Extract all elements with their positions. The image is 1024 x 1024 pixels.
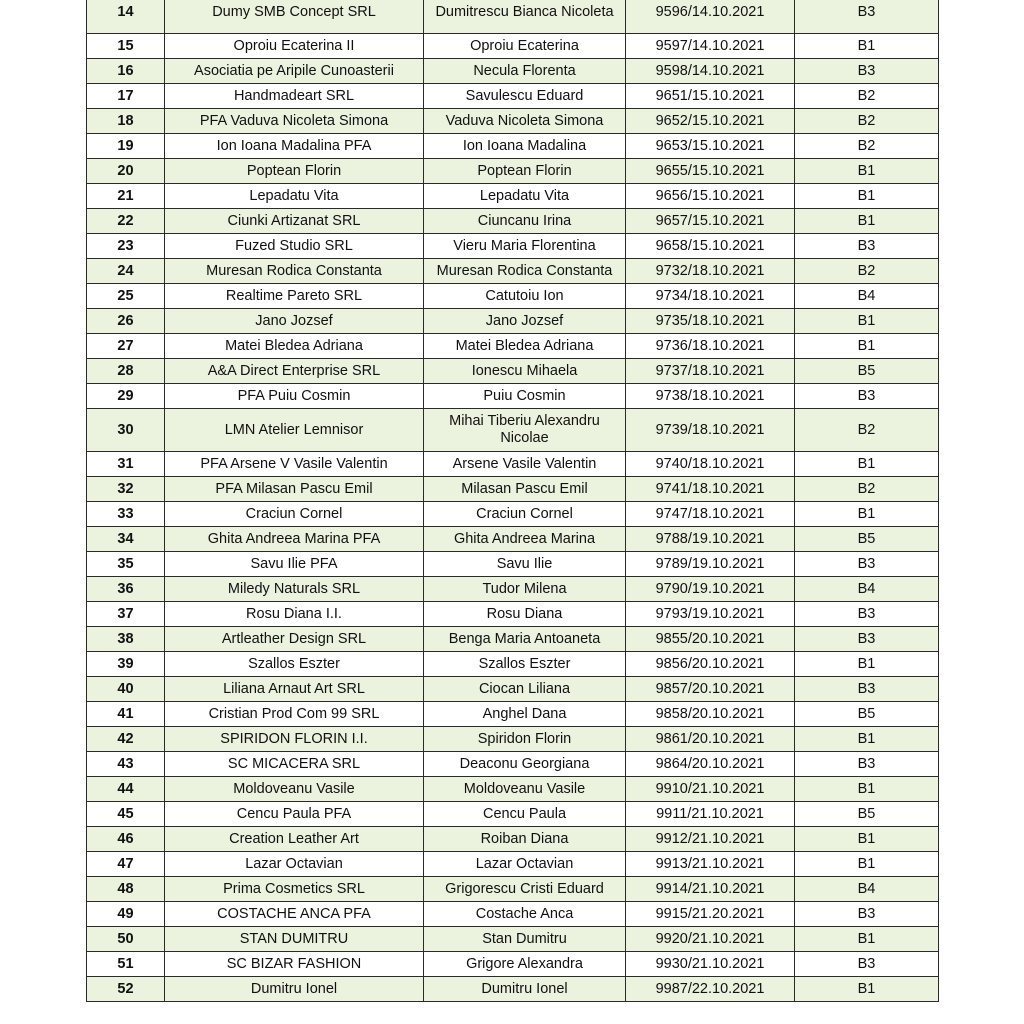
person-name-cell: Ghita Andreea Marina: [424, 527, 626, 552]
person-name-cell: Muresan Rodica Constanta: [424, 259, 626, 284]
category-code-cell: B1: [795, 209, 939, 234]
row-number-cell: 25: [87, 284, 165, 309]
row-number-cell: 16: [87, 59, 165, 84]
person-name-cell: Dumitrescu Bianca Nicoleta: [424, 0, 626, 34]
person-name-cell: Ionescu Mihaela: [424, 359, 626, 384]
category-code-cell: B3: [795, 234, 939, 259]
person-name-cell: Benga Maria Antoaneta: [424, 627, 626, 652]
company-name-cell: SPIRIDON FLORIN I.I.: [165, 727, 424, 752]
table-row: [87, 702, 939, 727]
registration-number-cell: 9930/21.10.2021: [626, 952, 795, 977]
table-row: [87, 577, 939, 602]
company-name-cell: Asociatia pe Aripile Cunoasterii: [165, 59, 424, 84]
person-name-cell: Anghel Dana: [424, 702, 626, 727]
person-name-cell: Rosu Diana: [424, 602, 626, 627]
company-name-cell: PFA Arsene V Vasile Valentin: [165, 452, 424, 477]
registration-number-cell: 9914/21.10.2021: [626, 877, 795, 902]
registration-number-cell: 9913/21.10.2021: [626, 852, 795, 877]
company-name-cell: Dumitru Ionel: [165, 977, 424, 1002]
person-name-cell: Poptean Florin: [424, 159, 626, 184]
row-number-cell: 52: [87, 977, 165, 1002]
row-number-cell: 37: [87, 602, 165, 627]
table-row: [87, 977, 939, 1002]
person-name-cell: Tudor Milena: [424, 577, 626, 602]
table-row: [87, 134, 939, 159]
row-number-cell: 46: [87, 827, 165, 852]
person-name-cell: Ciuncanu Irina: [424, 209, 626, 234]
table-row: [87, 877, 939, 902]
registration-number-cell: 9651/15.10.2021: [626, 84, 795, 109]
registration-number-cell: 9597/14.10.2021: [626, 34, 795, 59]
registration-number-cell: 9656/15.10.2021: [626, 184, 795, 209]
person-name-cell: Cencu Paula: [424, 802, 626, 827]
registration-number-cell: 9915/21.20.2021: [626, 902, 795, 927]
registration-number-cell: 9789/19.10.2021: [626, 552, 795, 577]
registration-number-cell: 9987/22.10.2021: [626, 977, 795, 1002]
registrations-table: [86, 0, 939, 1002]
registration-number-cell: 9739/18.10.2021: [626, 409, 795, 452]
person-name-cell: Catutoiu Ion: [424, 284, 626, 309]
person-name-cell: Dumitru Ionel: [424, 977, 626, 1002]
registration-number-cell: 9741/18.10.2021: [626, 477, 795, 502]
table-row: [87, 109, 939, 134]
table-row: [87, 727, 939, 752]
person-name-cell: Spiridon Florin: [424, 727, 626, 752]
registration-number-cell: 9598/14.10.2021: [626, 59, 795, 84]
registration-number-cell: 9920/21.10.2021: [626, 927, 795, 952]
row-number-cell: 35: [87, 552, 165, 577]
person-name-cell: Moldoveanu Vasile: [424, 777, 626, 802]
registration-number-cell: 9856/20.10.2021: [626, 652, 795, 677]
registration-number-cell: 9857/20.10.2021: [626, 677, 795, 702]
company-name-cell: Prima Cosmetics SRL: [165, 877, 424, 902]
row-number-cell: 15: [87, 34, 165, 59]
person-name-cell: Arsene Vasile Valentin: [424, 452, 626, 477]
category-code-cell: B2: [795, 259, 939, 284]
person-name-cell: Grigorescu Cristi Eduard: [424, 877, 626, 902]
table-row: [87, 677, 939, 702]
person-name-cell: Jano Jozsef: [424, 309, 626, 334]
category-code-cell: B1: [795, 334, 939, 359]
company-name-cell: Jano Jozsef: [165, 309, 424, 334]
row-number-cell: 42: [87, 727, 165, 752]
row-number-cell: 31: [87, 452, 165, 477]
company-name-cell: Ghita Andreea Marina PFA: [165, 527, 424, 552]
person-name-cell: Craciun Cornel: [424, 502, 626, 527]
category-code-cell: B1: [795, 852, 939, 877]
category-code-cell: B4: [795, 577, 939, 602]
company-name-cell: Szallos Eszter: [165, 652, 424, 677]
category-code-cell: B1: [795, 827, 939, 852]
company-name-cell: Craciun Cornel: [165, 502, 424, 527]
table-row: [87, 827, 939, 852]
company-name-cell: Rosu Diana I.I.: [165, 602, 424, 627]
company-name-cell: SC BIZAR FASHION: [165, 952, 424, 977]
registration-number-cell: 9910/21.10.2021: [626, 777, 795, 802]
row-number-cell: 22: [87, 209, 165, 234]
registration-number-cell: 9653/15.10.2021: [626, 134, 795, 159]
category-code-cell: B1: [795, 927, 939, 952]
row-number-cell: 36: [87, 577, 165, 602]
table-row: [87, 452, 939, 477]
row-number-cell: 30: [87, 409, 165, 452]
company-name-cell: Ion Ioana Madalina PFA: [165, 134, 424, 159]
table-row: [87, 752, 939, 777]
category-code-cell: B1: [795, 727, 939, 752]
person-name-cell: Savu Ilie: [424, 552, 626, 577]
registration-number-cell: 9657/15.10.2021: [626, 209, 795, 234]
table-row: [87, 159, 939, 184]
company-name-cell: A&A Direct Enterprise SRL: [165, 359, 424, 384]
person-name-cell: Necula Florenta: [424, 59, 626, 84]
category-code-cell: B3: [795, 59, 939, 84]
registration-number-cell: 9747/18.10.2021: [626, 502, 795, 527]
company-name-cell: Matei Bledea Adriana: [165, 334, 424, 359]
company-name-cell: Oproiu Ecaterina II: [165, 34, 424, 59]
category-code-cell: B2: [795, 109, 939, 134]
person-name-cell: Stan Dumitru: [424, 927, 626, 952]
company-name-cell: Dumy SMB Concept SRL: [165, 0, 424, 34]
registration-number-cell: 9858/20.10.2021: [626, 702, 795, 727]
row-number-cell: 20: [87, 159, 165, 184]
registration-number-cell: 9788/19.10.2021: [626, 527, 795, 552]
registration-number-cell: 9736/18.10.2021: [626, 334, 795, 359]
category-code-cell: B3: [795, 752, 939, 777]
company-name-cell: STAN DUMITRU: [165, 927, 424, 952]
table-row: [87, 0, 939, 34]
registration-number-cell: 9861/20.10.2021: [626, 727, 795, 752]
category-code-cell: B1: [795, 502, 939, 527]
category-code-cell: B2: [795, 134, 939, 159]
registration-number-cell: 9655/15.10.2021: [626, 159, 795, 184]
table-row: [87, 477, 939, 502]
row-number-cell: 49: [87, 902, 165, 927]
row-number-cell: 21: [87, 184, 165, 209]
table-row: [87, 259, 939, 284]
person-name-cell: Puiu Cosmin: [424, 384, 626, 409]
table-row: [87, 84, 939, 109]
company-name-cell: Realtime Pareto SRL: [165, 284, 424, 309]
table-row: [87, 777, 939, 802]
person-name-cell: Vaduva Nicoleta Simona: [424, 109, 626, 134]
company-name-cell: Miledy Naturals SRL: [165, 577, 424, 602]
company-name-cell: Liliana Arnaut Art SRL: [165, 677, 424, 702]
company-name-cell: Lepadatu Vita: [165, 184, 424, 209]
table-row: [87, 359, 939, 384]
category-code-cell: B1: [795, 309, 939, 334]
person-name-cell: Lepadatu Vita: [424, 184, 626, 209]
registration-number-cell: 9735/18.10.2021: [626, 309, 795, 334]
table-row: [87, 627, 939, 652]
company-name-cell: Poptean Florin: [165, 159, 424, 184]
company-name-cell: PFA Puiu Cosmin: [165, 384, 424, 409]
person-name-cell: Milasan Pascu Emil: [424, 477, 626, 502]
row-number-cell: 29: [87, 384, 165, 409]
person-name-cell: Mihai Tiberiu Alexandru Nicolae: [424, 409, 626, 452]
row-number-cell: 50: [87, 927, 165, 952]
company-name-cell: Cristian Prod Com 99 SRL: [165, 702, 424, 727]
row-number-cell: 28: [87, 359, 165, 384]
table-row: [87, 652, 939, 677]
category-code-cell: B2: [795, 84, 939, 109]
category-code-cell: B4: [795, 284, 939, 309]
person-name-cell: Ion Ioana Madalina: [424, 134, 626, 159]
category-code-cell: B3: [795, 627, 939, 652]
registration-number-cell: 9864/20.10.2021: [626, 752, 795, 777]
table-row: [87, 927, 939, 952]
table-body: [87, 0, 939, 1002]
category-code-cell: B5: [795, 359, 939, 384]
category-code-cell: B1: [795, 777, 939, 802]
category-code-cell: B1: [795, 452, 939, 477]
row-number-cell: 45: [87, 802, 165, 827]
row-number-cell: 23: [87, 234, 165, 259]
row-number-cell: 17: [87, 84, 165, 109]
table-row: [87, 34, 939, 59]
person-name-cell: Matei Bledea Adriana: [424, 334, 626, 359]
row-number-cell: 38: [87, 627, 165, 652]
table-row: [87, 852, 939, 877]
category-code-cell: B5: [795, 702, 939, 727]
registration-number-cell: 9658/15.10.2021: [626, 234, 795, 259]
row-number-cell: 47: [87, 852, 165, 877]
category-code-cell: B3: [795, 384, 939, 409]
company-name-cell: Lazar Octavian: [165, 852, 424, 877]
row-number-cell: 24: [87, 259, 165, 284]
row-number-cell: 34: [87, 527, 165, 552]
category-code-cell: B3: [795, 552, 939, 577]
category-code-cell: B3: [795, 902, 939, 927]
category-code-cell: B3: [795, 0, 939, 34]
row-number-cell: 44: [87, 777, 165, 802]
row-number-cell: 26: [87, 309, 165, 334]
person-name-cell: Roiban Diana: [424, 827, 626, 852]
person-name-cell: Vieru Maria Florentina: [424, 234, 626, 259]
category-code-cell: B5: [795, 802, 939, 827]
registration-number-cell: 9912/21.10.2021: [626, 827, 795, 852]
row-number-cell: 14: [87, 0, 165, 34]
category-code-cell: B4: [795, 877, 939, 902]
registration-number-cell: 9793/19.10.2021: [626, 602, 795, 627]
registration-number-cell: 9790/19.10.2021: [626, 577, 795, 602]
category-code-cell: B3: [795, 602, 939, 627]
row-number-cell: 40: [87, 677, 165, 702]
table-row: [87, 502, 939, 527]
table-row: [87, 234, 939, 259]
company-name-cell: Ciunki Artizanat SRL: [165, 209, 424, 234]
table-row: [87, 602, 939, 627]
row-number-cell: 48: [87, 877, 165, 902]
row-number-cell: 19: [87, 134, 165, 159]
person-name-cell: Deaconu Georgiana: [424, 752, 626, 777]
category-code-cell: B1: [795, 184, 939, 209]
category-code-cell: B2: [795, 477, 939, 502]
person-name-cell: Oproiu Ecaterina: [424, 34, 626, 59]
row-number-cell: 33: [87, 502, 165, 527]
row-number-cell: 51: [87, 952, 165, 977]
person-name-cell: Ciocan Liliana: [424, 677, 626, 702]
registration-number-cell: 9911/21.10.2021: [626, 802, 795, 827]
category-code-cell: B5: [795, 527, 939, 552]
category-code-cell: B1: [795, 652, 939, 677]
company-name-cell: Handmadeart SRL: [165, 84, 424, 109]
document-page: [86, 0, 938, 1002]
table-row: [87, 309, 939, 334]
company-name-cell: Artleather Design SRL: [165, 627, 424, 652]
company-name-cell: SC MICACERA SRL: [165, 752, 424, 777]
company-name-cell: Muresan Rodica Constanta: [165, 259, 424, 284]
category-code-cell: B3: [795, 677, 939, 702]
row-number-cell: 39: [87, 652, 165, 677]
category-code-cell: B1: [795, 159, 939, 184]
category-code-cell: B1: [795, 977, 939, 1002]
person-name-cell: Savulescu Eduard: [424, 84, 626, 109]
company-name-cell: Creation Leather Art: [165, 827, 424, 852]
table-row: [87, 527, 939, 552]
person-name-cell: Szallos Eszter: [424, 652, 626, 677]
table-row: [87, 334, 939, 359]
table-row: [87, 802, 939, 827]
table-row: [87, 952, 939, 977]
registration-number-cell: 9738/18.10.2021: [626, 384, 795, 409]
category-code-cell: B1: [795, 34, 939, 59]
table-row: [87, 59, 939, 84]
table-row: [87, 184, 939, 209]
company-name-cell: Savu Ilie PFA: [165, 552, 424, 577]
person-name-cell: Grigore Alexandra: [424, 952, 626, 977]
company-name-cell: Fuzed Studio SRL: [165, 234, 424, 259]
category-code-cell: B2: [795, 409, 939, 452]
person-name-cell: Lazar Octavian: [424, 852, 626, 877]
company-name-cell: PFA Milasan Pascu Emil: [165, 477, 424, 502]
table-row: [87, 552, 939, 577]
table-row: [87, 384, 939, 409]
row-number-cell: 43: [87, 752, 165, 777]
registration-number-cell: 9652/15.10.2021: [626, 109, 795, 134]
registration-number-cell: 9737/18.10.2021: [626, 359, 795, 384]
table-row: [87, 284, 939, 309]
person-name-cell: Costache Anca: [424, 902, 626, 927]
registration-number-cell: 9855/20.10.2021: [626, 627, 795, 652]
company-name-cell: Moldoveanu Vasile: [165, 777, 424, 802]
registration-number-cell: 9596/14.10.2021: [626, 0, 795, 34]
row-number-cell: 18: [87, 109, 165, 134]
company-name-cell: Cencu Paula PFA: [165, 802, 424, 827]
table-row: [87, 902, 939, 927]
row-number-cell: 27: [87, 334, 165, 359]
row-number-cell: 32: [87, 477, 165, 502]
company-name-cell: LMN Atelier Lemnisor: [165, 409, 424, 452]
category-code-cell: B3: [795, 952, 939, 977]
registration-number-cell: 9734/18.10.2021: [626, 284, 795, 309]
table-row: [87, 409, 939, 452]
registration-number-cell: 9740/18.10.2021: [626, 452, 795, 477]
row-number-cell: 41: [87, 702, 165, 727]
company-name-cell: COSTACHE ANCA PFA: [165, 902, 424, 927]
registration-number-cell: 9732/18.10.2021: [626, 259, 795, 284]
company-name-cell: PFA Vaduva Nicoleta Simona: [165, 109, 424, 134]
table-row: [87, 209, 939, 234]
